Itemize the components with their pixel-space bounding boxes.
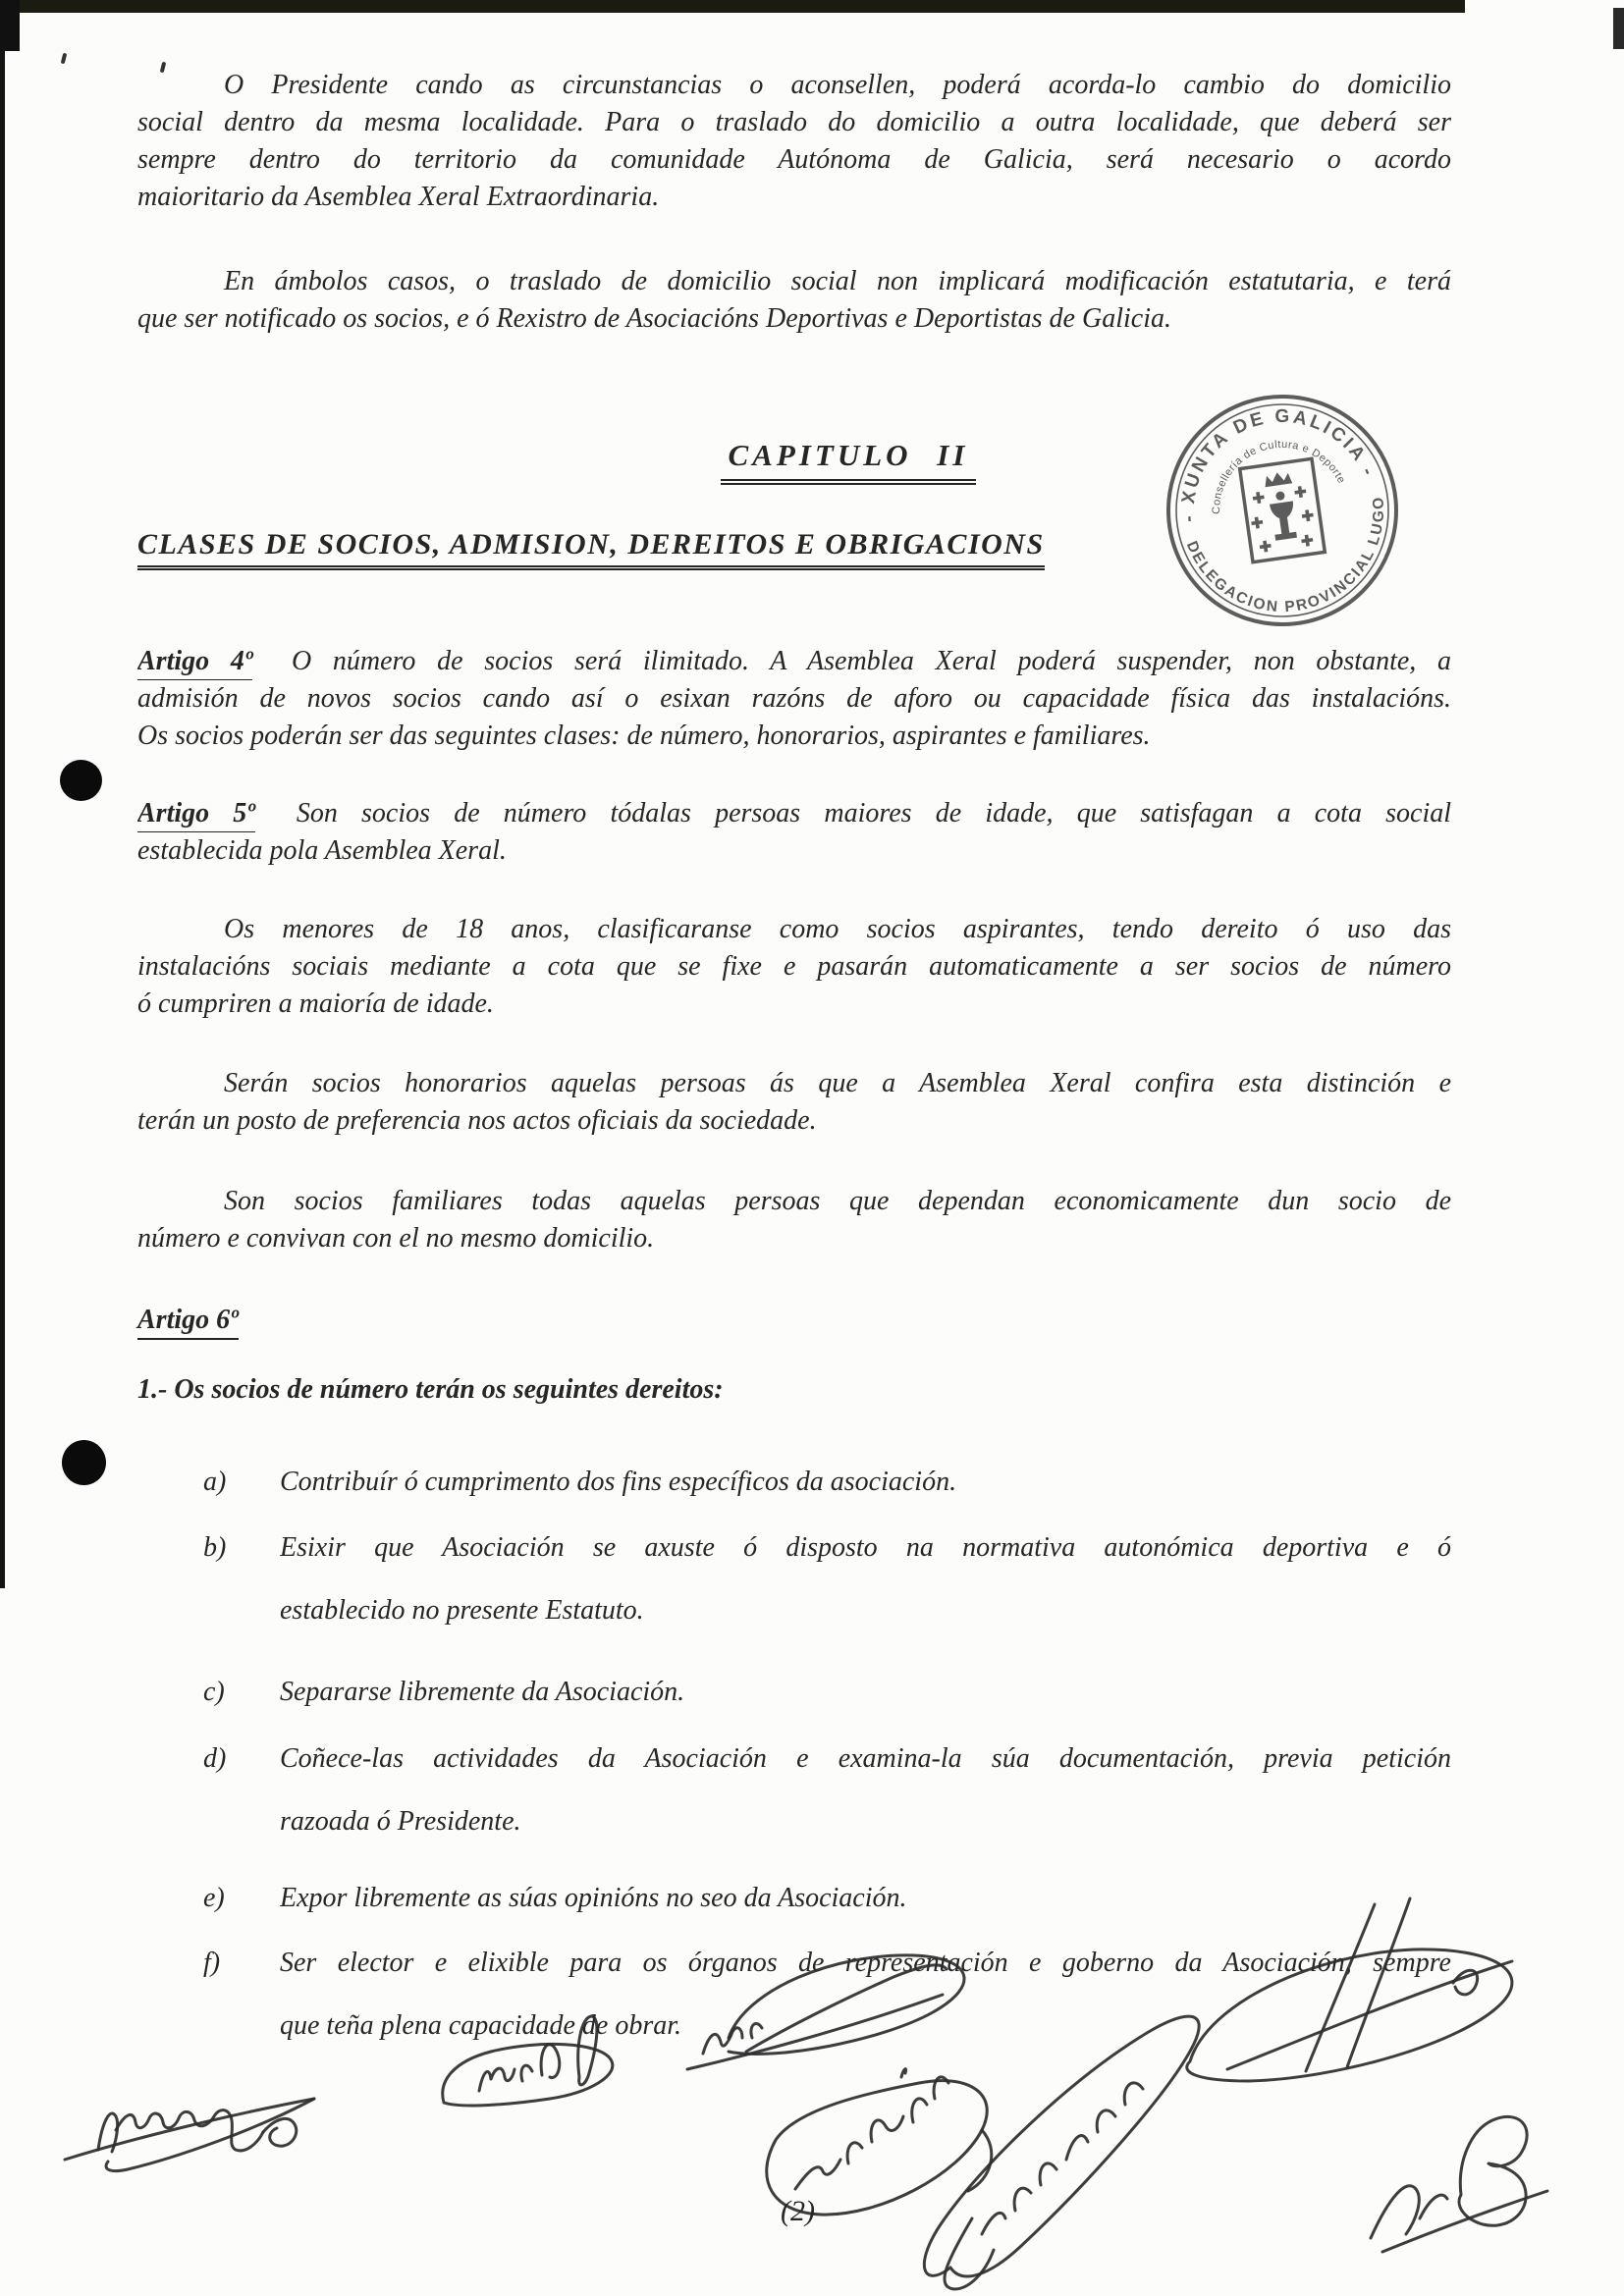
chapter-subtitle-wrap [137,528,1045,570]
stamp-ring-text-inner: Consellería de Cultura e Deporte [1210,438,1348,514]
text-line: Os menores de 18 anos, clasificaranse como socios aspirantes, tendo dereito ó uso das [224,914,1451,944]
paragraph-menores [137,911,1451,1023]
text-line: En ámbolos casos, o traslado de domicilio social non implicará modificación estatutaria, e terá [224,266,1451,296]
text-line: social dentro da mesma localidade. Para o traslado do domicilio a outra localidade, que deberá ser [137,107,1451,137]
article-5 [137,795,1451,870]
item-letter: a) [203,1467,227,1497]
text-line: Son socios familiares todas aquelas persoas que dependan economicamente dun socio de [224,1186,1451,1216]
text-line: que teña plena capacidade de obrar. [280,2010,682,2041]
text-line [137,643,1451,680]
text-line: que ser notificado os socios, e ó Rexistro de Asociacións Deportivas e Deportistas de Galicia. [137,303,1171,334]
text-line: ó cumpriren a maioría de idade. [137,988,494,1019]
article-4-label: Artigo 4º [137,646,252,680]
text-line: terán un posto de preferencia nos actos oficiais da sociedade. [137,1105,817,1136]
paragraph-domicilio [137,67,1451,216]
signature-6 [1187,1898,1512,2081]
text-line: Contribuír ó cumprimento dos fins específicos da asociación. [280,1467,957,1497]
crown-icon [1264,470,1293,487]
text-line: admisión de novos socios cando así o esixan razóns de aforo ou capacidade física das instalacións. [137,683,1451,714]
text-line: instalacións sociais mediante a cota que se fixe e pasarán automaticamente a ser socios de número [137,951,1451,982]
list-item-a [137,1451,1451,1514]
scan-artifact-top-bar [0,0,1465,13]
signature-4 [767,2069,992,2215]
signatures-area [0,1845,1624,2296]
chapter-title: CAPITULO II [721,438,977,485]
list-item-d [137,1728,1451,1853]
item-letter: c) [203,1677,225,1707]
item-letter: d) [203,1743,227,1774]
page-number: (2) [781,2195,815,2227]
text-line: Os socios poderán ser das seguintes clases: de número, honorarios, aspirantes e familiares. [137,721,1151,751]
text-line: O Presidente cando as circunstancias o aconsellen, poderá acorda-lo cambio do domicilio [224,70,1451,100]
list-item-c [137,1661,1451,1724]
text-line: sempre dentro do territorio da comunidade Autónoma de Galicia, será necesario o acordo [137,144,1451,175]
chalice-icon [1268,490,1298,541]
text-line: establecido no presente Estatuto. [280,1595,644,1626]
scan-speck [61,53,68,65]
text-line: Expor libremente as súas opinións no seo da Asociación. [280,1883,907,1913]
item-letter: e) [203,1883,225,1913]
stamp-ring-text-bottom: DELEGACION PROVINCIAL LUGO [1182,494,1388,616]
text-line: maioritario da Asemblea Xeral Extraordinaria. [137,182,660,212]
stamp-ring-text-top: - XUNTA DE GALICIA - [1177,405,1380,523]
signature-1 [65,2099,314,2171]
article-5-label: Artigo 5º [137,798,255,832]
hole-punch-mark [62,1440,106,1485]
text-line: Separarse libremente da Asociación. [280,1677,685,1707]
text-span: Son socios de número tódalas persoas maiores de idade, que satisfagan a cota social [296,798,1451,828]
signature-3 [687,1955,964,2069]
item-letter: f) [203,1948,221,1978]
scan-artifact-corner [0,0,20,51]
article-6-heading [137,1302,1451,1339]
paragraph-honorarios [137,1065,1451,1140]
text-line: Serán socios honorarios aquelas persoas ás que a Asemblea Xeral confira esta distinción e [224,1068,1451,1098]
text-line: establecida pola Asemblea Xeral. [137,835,507,866]
signature-7 [1371,2116,1547,2252]
list-item-b [137,1517,1451,1642]
chapter-subtitle: CLASES DE SOCIOS, ADMISION, DEREITOS E OBRIGACIONS [137,528,1045,570]
galicia-coat-of-arms [1240,458,1326,561]
article-6-label: Artigo 6º [137,1305,239,1340]
scan-artifact-left-edge [0,0,5,1588]
text-span: O número de socios será ilimitado. A Asemblea Xeral poderá suspender, non obstante, a [291,646,1451,676]
text-line: Esixir que Asociación se axuste ó disposto na normativa autonómica deportiva e ó [280,1532,1451,1563]
text-line: Coñece-las actividades da Asociación e examina-la súa documentación, previa petición [280,1743,1451,1774]
paragraph-familiares [137,1183,1451,1257]
paragraph-traslado [137,263,1451,338]
text-line: número e convivan con el no mesmo domicilio. [137,1223,655,1254]
item-letter: b) [203,1532,227,1563]
official-stamp [1155,383,1410,638]
article-4 [137,643,1451,755]
signature-2 [443,2016,613,2106]
rights-list-intro: 1.- Os socios de número terán os seguintes dereitos: [137,1374,724,1405]
text-line: razoada ó Presidente. [280,1806,521,1837]
scan-artifact-right-strip [1613,8,1624,49]
text-line [137,795,1451,832]
text-line: Ser elector e elixible para os órganos de representación e goberno da Asociación, sempre [280,1948,1451,1978]
hole-punch-mark [60,760,102,801]
